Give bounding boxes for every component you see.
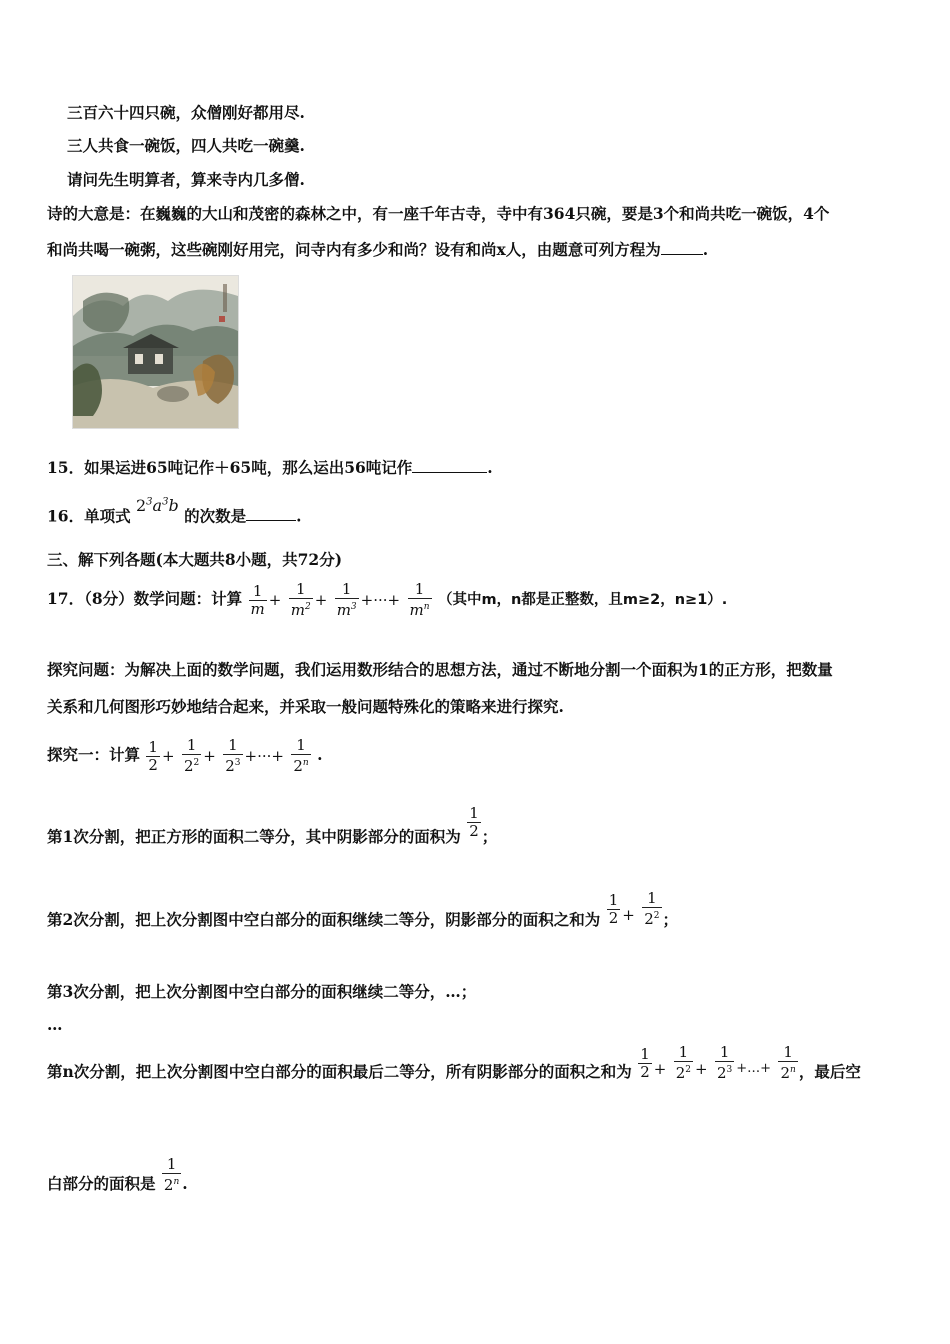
poem-line-1: 三百六十四只碗，众僧刚好都用尽. xyxy=(67,103,305,122)
explore-one-line: 探究一：计算 $\frac{1}{2}$ + $\frac{1}{2^2}$ + $\frac{1}{2^3}$ +···+ $\frac{1}{2^n}$ . xyxy=(47,736,323,775)
q16-line: 16．单项式 $2^3a^3b$ 的次数是 . xyxy=(47,496,302,526)
fraction-1-over-mn: $\frac{1}{m^n}$ xyxy=(409,580,430,619)
explore-paragraph-line-1: 探究问题：为解决上面的数学问题，我们运用数形结合的思想方法，通过不断地分割一个面积为1的正方形，把数量 xyxy=(47,660,833,679)
answer-blank-16 xyxy=(246,506,296,521)
fraction-1-over-2cube: $\frac{1}{2^3}$ xyxy=(225,736,241,775)
fraction-stepn-3: $\frac{1}{2^3}$ xyxy=(716,1043,733,1082)
fraction-1-over-2sq: $\frac{1}{2^2}$ xyxy=(183,736,200,775)
fraction-remaining: $\frac{1}{2^n}$ xyxy=(163,1155,180,1194)
step-3-line: 第3次分割，把上次分割图中空白部分的面积继续二等分，…； xyxy=(47,982,477,1001)
q14-meaning-line-1: 诗的大意是：在巍巍的大山和茂密的森林之中，有一座千年古寺，寺中有364只碗，要是3个和尚共吃一碗饭，4个 xyxy=(47,204,830,223)
last-line: 白部分的面积是 $\frac{1}{2^n}$ . xyxy=(47,1155,188,1194)
fraction-1-over-m: $\frac{1}{m}$ xyxy=(250,581,265,618)
fraction-stepn-2: $\frac{1}{2^2}$ xyxy=(675,1043,691,1082)
landscape-painting-image xyxy=(73,276,238,428)
landscape-painting xyxy=(72,275,239,429)
fraction-1-over-2n: $\frac{1}{2^n}$ xyxy=(293,736,309,775)
explore-paragraph-line-2: 关系和几何图形巧妙地结合起来，并采取一般问题特殊化的策略来进行探究. xyxy=(47,697,564,716)
step-1-line: 第1次分割，把正方形的面积二等分，其中阴影部分的面积为 $\frac{1}{2}$ ； xyxy=(47,803,498,846)
q17-line: 17．（8分）数学问题：计算 $\frac{1}{m}$ + $\frac{1}{m^2}$ + $\frac{1}{m^3}$ +···+ $\frac{1}{m^n}$ （其中m，n都是正整数，且m≥2，n≥1）. xyxy=(47,580,728,619)
fraction-stepn-n: $\frac{1}{2^n}$ xyxy=(780,1043,796,1082)
fraction-step1: $\frac{1}{2}$ xyxy=(469,803,479,840)
q14-meaning-text: 和尚共喝一碗粥，这些碗刚好用完，问寺内有多少和尚？设有和尚x人，由题意可列方程为 xyxy=(47,240,661,259)
q14-meaning-line-2: 和尚共喝一碗粥，这些碗刚好用完，问寺内有多少和尚？设有和尚x人，由题意可列方程为 . xyxy=(47,240,709,259)
fraction-1-over-m2: $\frac{1}{m^2}$ xyxy=(290,580,311,619)
fraction-step2-a: $\frac{1}{2}$ xyxy=(608,890,619,927)
ellipsis-line: … xyxy=(47,1015,63,1034)
q15-line: 15．如果运进65吨记作＋65吨，那么运出56吨记作 . xyxy=(47,458,493,477)
fraction-step2-b: $\frac{1}{2^2}$ xyxy=(644,889,660,928)
poem-line-3: 请问先生明算者，算来寺内几多僧. xyxy=(67,170,305,189)
answer-blank-15 xyxy=(412,458,487,473)
step-n-line: 第n次分割，把上次分割图中空白部分的面积最后二等分，所有阴影部分的面积之和为 $\frac{1}{2}$ + $\frac{1}{2^2}$ + $\frac{1}{2^3}$ +…+ $\frac{1}{2^n}$ ，最后空 xyxy=(47,1043,861,1082)
fraction-1-over-m3: $\frac{1}{m^3}$ xyxy=(336,580,357,619)
fraction-stepn-1: $\frac{1}{2}$ xyxy=(640,1044,650,1081)
step-2-line: 第2次分割，把上次分割图中空白部分的面积继续二等分，阴影部分的面积之和为 $\frac{1}{2}$ + $\frac{1}{2^2}$ ； xyxy=(47,889,679,929)
poem-line-2: 三人共食一碗饭，四人共吃一碗羹. xyxy=(67,136,305,155)
fraction-1-over-2: $\frac{1}{2}$ xyxy=(148,737,158,774)
section-title: 三、解下列各题(本大题共8小题，共72分) xyxy=(47,550,343,569)
answer-blank-14 xyxy=(661,240,703,255)
monomial-expression: $2^3a^3b$ xyxy=(135,496,179,516)
